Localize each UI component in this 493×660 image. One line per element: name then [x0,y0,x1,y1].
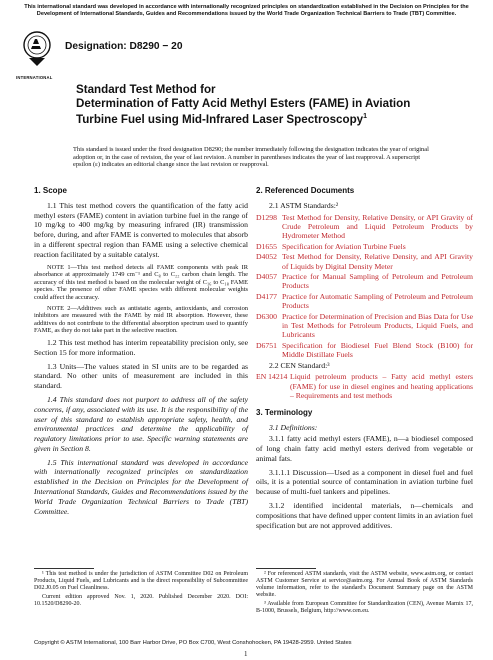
reference-item[interactable] [256,242,473,251]
footnotes-left [34,571,248,610]
footnote-rule-left [34,568,94,569]
paragraph-1-2: 1.2 This test method has interim repeatability precision only, see Section 15 for more information. [34,337,248,357]
designation: Designation: D8290 − 20 [65,41,183,52]
title-main: Determination of Fatty Acid Methyl Esters (FAME) in Aviation Turbine Fuel using Mid-Infrared Laser Spectroscopy [76,96,411,126]
title-footnote-mark: 1 [363,113,368,120]
reference-code[interactable]: D4057 [256,272,277,282]
reference-item[interactable] [256,312,473,340]
section-heading-terminology: 3. Terminology [256,407,313,417]
reference-item[interactable] [256,252,473,271]
cen-reference-item[interactable] [256,372,473,400]
issuance-statement: This standard is issued under the fixed designation D8290; the number immediately following the designation indicates the year of original adoption or, in the case of revision, the year of last revision. A number in parentheses indicates the year of last reapproval. A superscript epsilon (ε) indicates an editorial change since the last revision or reapproval. [73,146,429,169]
cen-standard-intro: 2.2 CEN Standard:³ [269,360,330,370]
reference-code[interactable]: D6300 [256,311,277,321]
reference-code[interactable]: D4052 [256,252,277,262]
title-type: Standard Test Method for [76,83,216,96]
reference-item[interactable] [256,213,473,241]
reference-code[interactable]: D4177 [256,291,277,301]
reference-title[interactable]: Practice for Manual Sampling of Petroleum and Petroleum Products [282,272,473,291]
international-notice: This international standard was developed in accordance with internationally recognized principles on standardization established in the Decision on Principles for the Development of International Standards, Guides and Recommendations issued by the World Trade Organization Technical Barriers to Trade (TBT) Committee. [24,4,469,17]
right-column [256,183,473,534]
section-heading-referenced-documents: 2. Referenced Documents [256,186,355,195]
section-heading-scope: 1. Scope [34,186,67,195]
cen-reference-code[interactable]: EN 14214 [256,372,288,382]
footnote-1-edition: Current edition approved Nov. 1, 2020. Published December 2020. DOI: 10.1520/D8290-20. [34,594,248,607]
footnote-2: ² For referenced ASTM standards, visit the ASTM website, www.astm.org, or contact ASTM Customer Service at service@astm.org. For Annual Book of ASTM Standards volume information, refer to the standard's Document Summary page on the ASTM website. [256,571,473,598]
reference-item[interactable] [256,341,473,360]
paragraph-1-5: 1.5 This international standard was developed in accordance with internationally recognized principles on standardization established in the Decision on Principles for the Development of International Standards, Guides and Recommendations issued by the World Trade Organization Technical Barriers to Trade (TBT) Committee. [34,457,248,516]
document-title [76,83,416,126]
reference-title[interactable]: Test Method for Density, Relative Density, or API Gravity of Crude Petroleum and Liquid Petroleum Products by Hydrometer Method [282,212,473,241]
astm-logo [22,30,52,74]
definition-fame: 3.1.1 fatty acid methyl esters (FAME), n—a biodiesel composed of long chain fatty acid methyl esters derived from vegetable or animal fats. [256,434,473,463]
astm-standards-intro: 2.1 ASTM Standards:² [269,200,339,210]
footnotes-right [256,571,473,617]
footnote-1: ¹ This test method is under the jurisdiction of ASTM Committee D02 on Petroleum Products, Liquid Fuels, and Lubricants and is the direct responsibility of Subcommittee D02.J0.05 on Fuel Cleanliness. [34,571,248,591]
definition-fame-discussion: 3.1.1.1 Discussion—Used as a component in diesel fuel and fuel oils, it is a potential source of contamination in aviation turbine fuel because of multi-fuel tankers and pipelines. [256,467,473,497]
reference-item[interactable] [256,272,473,291]
reference-title[interactable]: Test Method for Density, Relative Density, and API Gravity of Liquids by Digital Density Meter [282,252,473,271]
reference-code[interactable]: D1298 [256,212,277,222]
footnote-3: ³ Available from European Committee for Standardization (CEN), Avenue Marnix 17, B-1000, Brussels, Belgium, http://www.cen.eu. [256,601,473,614]
footnote-rule-right [256,568,316,569]
paragraph-1-4: 1.4 This standard does not purport to address all of the safety concerns, if any, associated with its use. It is the responsibility of the user of this standard to establish appropriate safety, health, and environmental practices and determine the applicability of regulatory limitations prior to use. Specific warning statements are given in Section 8. [34,394,248,453]
note-2: NOTE 2—Additives such as antistatic agents, antioxidants, and corrosion inhibitors are measured with the FAME by mid IR absorption. However, these additives do not contribute to the differential absorption spectrum used to quantify FAME, as they do not take part in the selective reaction. [34,304,248,335]
reference-code[interactable]: D6751 [256,340,277,350]
definitions-heading: 3.1 Definitions: [269,422,318,432]
left-column [34,183,248,520]
logo-text: INTERNATIONAL [16,75,53,80]
reference-title[interactable]: Specification for Aviation Turbine Fuels [282,241,406,251]
copyright-line: Copyright © ASTM International, 100 Barr Harbor Drive, PO Box C700, West Conshohocken, PA 19428-2959. United States [34,640,352,646]
definition-identified-incidental-materials: 3.1.2 identified incidental materials, n—chemicals and compositions that have defined upper content limits in an aviation fuel specification but are not approved additives. [256,501,473,530]
reference-title[interactable]: Specification for Biodiesel Fuel Blend Stock (B100) for Middle Distillate Fuels [282,340,473,360]
page-number: 1 [244,650,248,658]
paragraph-1-3: 1.3 Units—The values stated in SI units are to be regarded as standard. No other units of measurement are included in this standard. [34,361,248,391]
reference-title[interactable]: Practice for Determination of Precision and Bias Data for Use in Test Methods for Petroleum Products, Liquid Fuels, and Lubricants [282,311,473,340]
reference-title[interactable]: Practice for Automatic Sampling of Petroleum and Petroleum Products [282,291,473,311]
cen-reference-title[interactable]: Liquid petroleum products – Fatty acid methyl esters (FAME) for use in diesel engines and heating applications – Requirements and test methods [290,372,473,401]
paragraph-1-1: 1.1 This test method covers the quantification of the fatty acid methyl esters (FAME) content in aviation turbine fuel in the range of 10 mg/kg to 400 mg/kg by measuring infrared (IR) transmission before, during, and after FAME is converted to molecules that absorb in a different spectral region than FAME using a selective chemical reaction facilitated by a suitable catalyst. [34,200,248,259]
reference-item[interactable] [256,292,473,311]
reference-code[interactable]: D1655 [256,241,277,251]
note-1: NOTE 1—This test method detects all FAME components with peak IR absorbance at approximately 1749 cm⁻¹ and C₈ to C₂₂ carbon chain length. The accuracy of this test method is based on the molecular weight of C₁₆ to C₁₈ FAME species. The presence of other FAME species with different molecular weights could affect the accuracy. [34,263,248,301]
